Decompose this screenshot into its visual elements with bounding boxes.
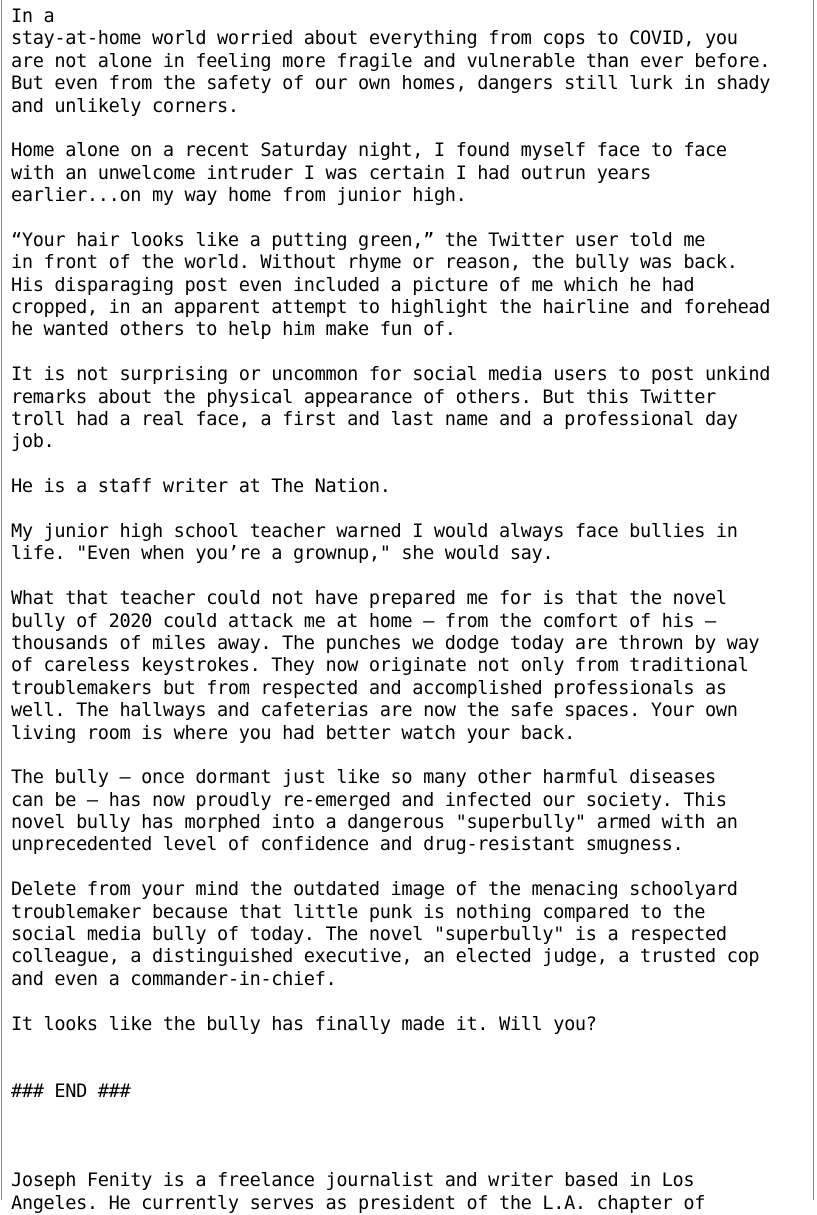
text-line: and even a commander-in-chief. [11,968,337,990]
blank-line [11,1058,813,1080]
text-line: with an unwelcome intruder I was certain I had outrun years [11,162,651,184]
text-line: Delete from your mind the outdated image of the menacing schoolyard [11,879,738,901]
text-line: troll had a real face, a first and last name and a professional day [11,409,738,431]
blank-line [11,745,813,767]
text-line: But even from the safety of our own homes, dangers still lurk in shady [11,73,771,95]
blank-line [11,1036,813,1058]
blank-line [11,454,813,476]
blank-line [11,118,813,140]
blank-line [11,342,813,364]
text-line: It is not surprising or uncommon for social media users to post unkind [11,364,771,386]
text-line: He is a staff writer at The Nation. [11,476,391,498]
text-line: earlier...on my way home from junior high. [11,185,467,207]
text-line: “Your hair looks like a putting green,” the Twitter user told me [11,229,706,251]
text-line: living room is where you had better watch your back. [11,722,575,744]
text-line: of careless keystrokes. They now originate not only from traditional [11,655,749,677]
text-line: well. The hallways and cafeterias are now the safe spaces. Your own [11,700,738,722]
text-line: social media bully of today. The novel "superbully" is a respected [11,924,727,946]
document-body [11,6,813,1215]
text-line: he wanted others to help him make fun of. [11,319,456,341]
blank-line [11,991,813,1013]
text-line: colleague, a distinguished executive, an elected judge, a trusted cop [11,946,760,968]
document-page [1,0,814,1214]
blank-line [11,208,813,230]
text-line: It looks like the bully has finally made it. Will you? [11,1013,597,1035]
blank-line [11,499,813,521]
blank-line [11,1103,813,1125]
text-line: unprecedented level of confidence and drug-resistant smugness. [11,834,684,856]
text-line: remarks about the physical appearance of others. But this Twitter [11,386,716,408]
text-line: and unlikely corners. [11,95,239,117]
text-line: My junior high school teacher warned I would always face bullies in [11,520,738,542]
text-line: What that teacher could not have prepared me for is that the novel [11,588,727,610]
text-line: job. [11,431,55,453]
blank-line [11,857,813,879]
text-line: novel bully has morphed into a dangerous "superbully" armed with an [11,812,738,834]
text-line: Angeles. He currently serves as president of the L.A. chapter of [11,1192,706,1214]
text-line: troublemaker because that little punk is nothing compared to the [11,901,706,923]
text-line: The bully — once dormant just like so many other harmful diseases [11,767,716,789]
blank-line [11,1148,813,1170]
text-line: bully of 2020 could attack me at home — from the comfort of his — [11,610,716,632]
text-line: thousands of miles away. The punches we dodge today are thrown by way [11,632,760,654]
text-line: in front of the world. Without rhyme or reason, the bully was back. [11,252,738,274]
text-line: His disparaging post even included a picture of me which he had [11,274,695,296]
text-line: ### END ### [11,1080,131,1102]
text-line: troublemakers but from respected and accomplished professionals as [11,677,727,699]
text-line: Joseph Fenity is a freelance journalist and writer based in Los [11,1170,695,1192]
blank-line [11,1126,813,1148]
text-line: life. "Even when you’re a grownup," she would say. [11,543,554,565]
text-line: cropped, in an apparent attempt to highlight the hairline and forehead [11,297,771,319]
text-line: are not alone in feeling more fragile and vulnerable than ever before. [11,50,771,72]
text-line: can be — has now proudly re-emerged and infected our society. This [11,789,727,811]
text-line: stay-at-home world worried about everything from cops to COVID, you [11,28,738,50]
text-line: In a [11,6,55,27]
text-line: Home alone on a recent Saturday night, I found myself face to face [11,140,727,162]
blank-line [11,566,813,588]
